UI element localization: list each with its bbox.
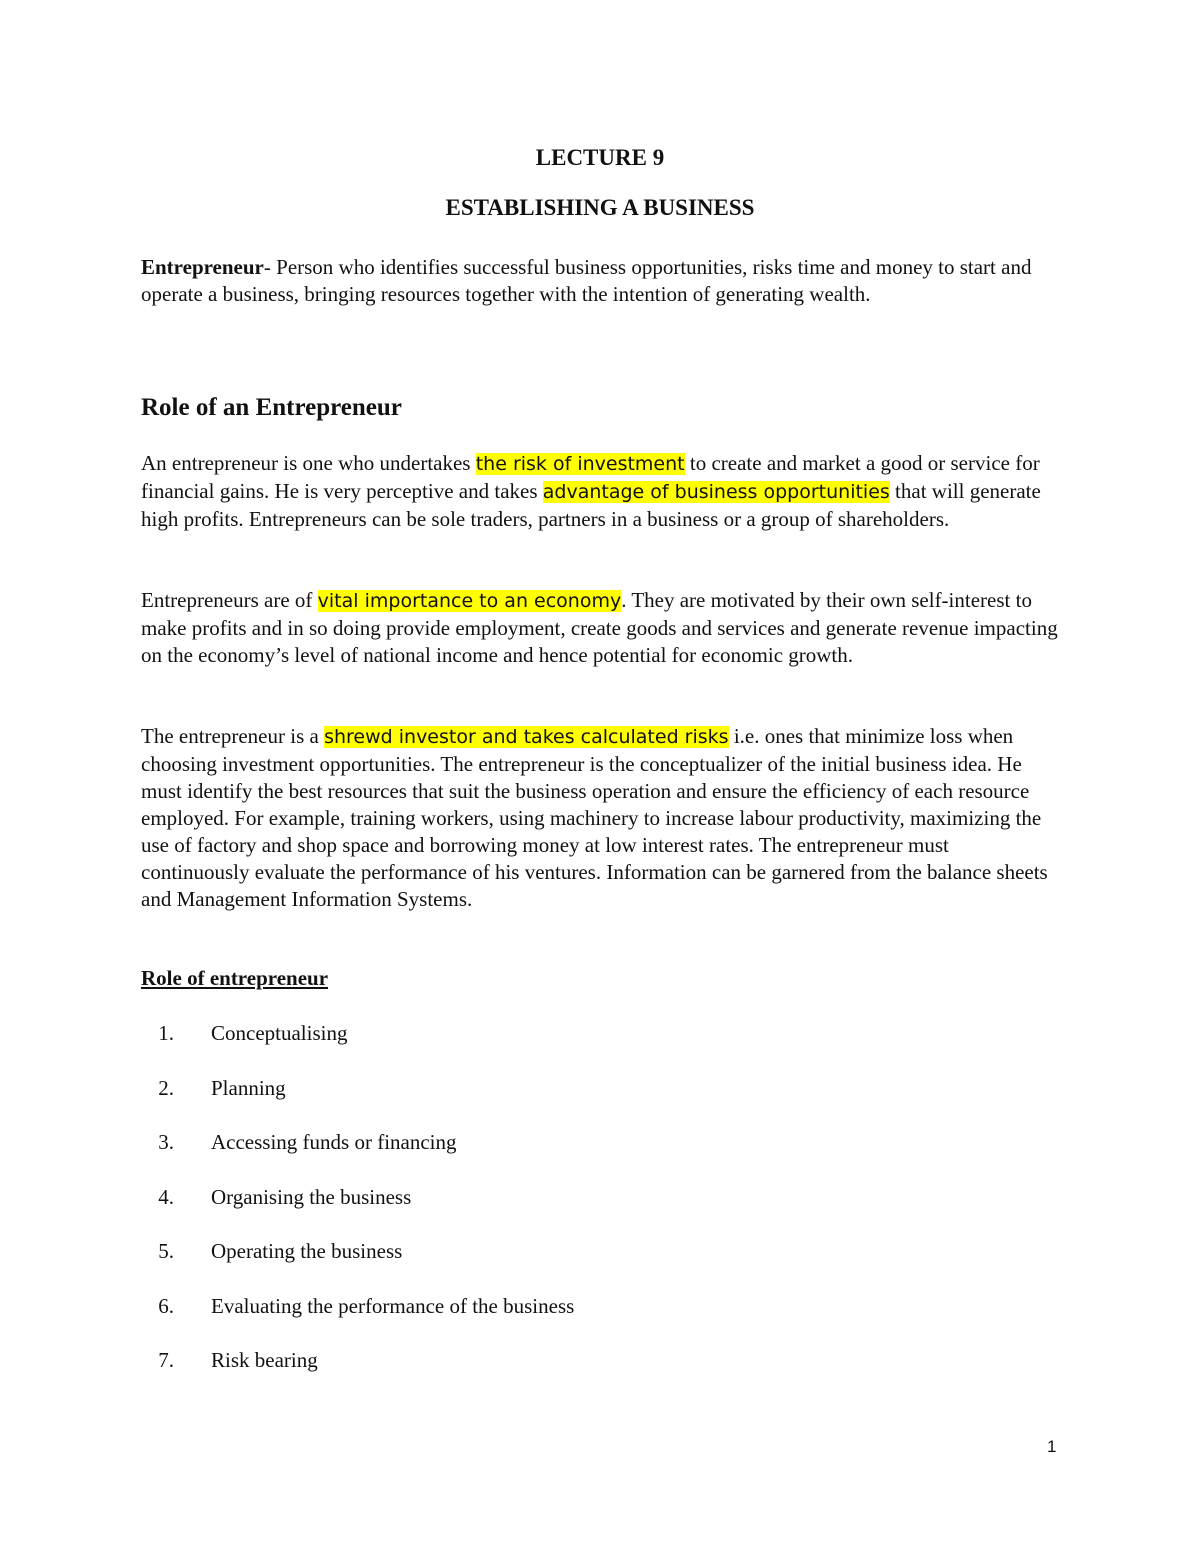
list-item-label: Operating the business [211,1239,403,1263]
section-heading: Role of an Entrepreneur [141,394,402,421]
list-item [141,1129,574,1184]
paragraph-2-text-b: . They are motivated by their own self-interest to make profits and in so doing provide employment, create goods and services and generate revenue impacting on the economy’s level of national income and hence potential for economic growth. [141,588,1058,667]
sub-heading: Role of entrepreneur [141,966,329,990]
page-number: 1 [1047,1437,1057,1456]
highlight-business-opportunities: advantage of business opportunities [542,481,890,503]
definition-text: - Person who identifies successful business opportunities, risks time and money to start and operate a business, bringing resources together with the intention of generating wealth. [141,255,1032,306]
lecture-subtitle: ESTABLISHING A BUSINESS [445,195,755,220]
highlight-vital-importance: vital importance to an economy [317,590,622,612]
list-item-label: Risk bearing [211,1348,318,1372]
definition-paragraph [141,254,1061,308]
list-number: 2. [158,1075,174,1100]
paragraph-3 [141,723,1061,913]
paragraph-1-text-a: An entrepreneur is one who undertakes [141,451,476,475]
list-item-label: Conceptualising [211,1021,348,1045]
definition-term: Entrepreneur [141,255,264,279]
list-item-label: Organising the business [211,1184,412,1209]
list-item [141,1293,574,1348]
list-item [141,1020,574,1075]
paragraph-1 [141,450,1061,533]
list-item [141,1184,574,1239]
list-item [141,1347,574,1402]
list-number: 7. [158,1348,174,1372]
list-number: 1. [158,1021,174,1045]
paragraph-3-text-a: The entrepreneur is a [141,724,325,748]
list-number: 5. [158,1239,174,1263]
highlight-shrewd-investor: shrewd investor and takes calculated risks [324,726,729,748]
list-item-label: Accessing funds or financing [211,1130,457,1154]
paragraph-1-text-c: that will generate high profits. Entrepreneurs can be sole traders, partners in a business or a group of shareholders. [141,479,1041,531]
list-number: 3. [158,1130,174,1154]
list-item-label: Evaluating the performance of the business [211,1293,575,1318]
roles-list [141,1020,574,1402]
list-number: 6. [158,1293,174,1318]
highlight-risk-of-investment: the risk of investment [475,453,685,475]
list-item-label: Planning [211,1075,286,1100]
list-item [141,1238,574,1293]
paragraph-2 [141,587,1061,669]
paragraph-2-text-a: Entrepreneurs are of [141,588,318,612]
paragraph-3-text-b: i.e. ones that minimize loss when choosing investment opportunities. The entrepreneur is the conceptualizer of the initial business idea. He must identify the best resources that suit the business operation and ensure the efficiency of each resource employed. For example, training workers, using machinery to increase labour productivity, maximizing the use of factory and shop space and borrowing money at low interest rates. The entrepreneur must continuously evaluate the performance of his ventures. Information can be garnered from the balance sheets and Management Information Systems. [141,724,1048,911]
list-item [141,1075,574,1130]
list-number: 4. [158,1184,174,1209]
lecture-title: LECTURE 9 [535,145,665,170]
paragraph-1-text-b: to create and market a good or service for financial gains. He is very perceptive and takes [141,451,1040,503]
